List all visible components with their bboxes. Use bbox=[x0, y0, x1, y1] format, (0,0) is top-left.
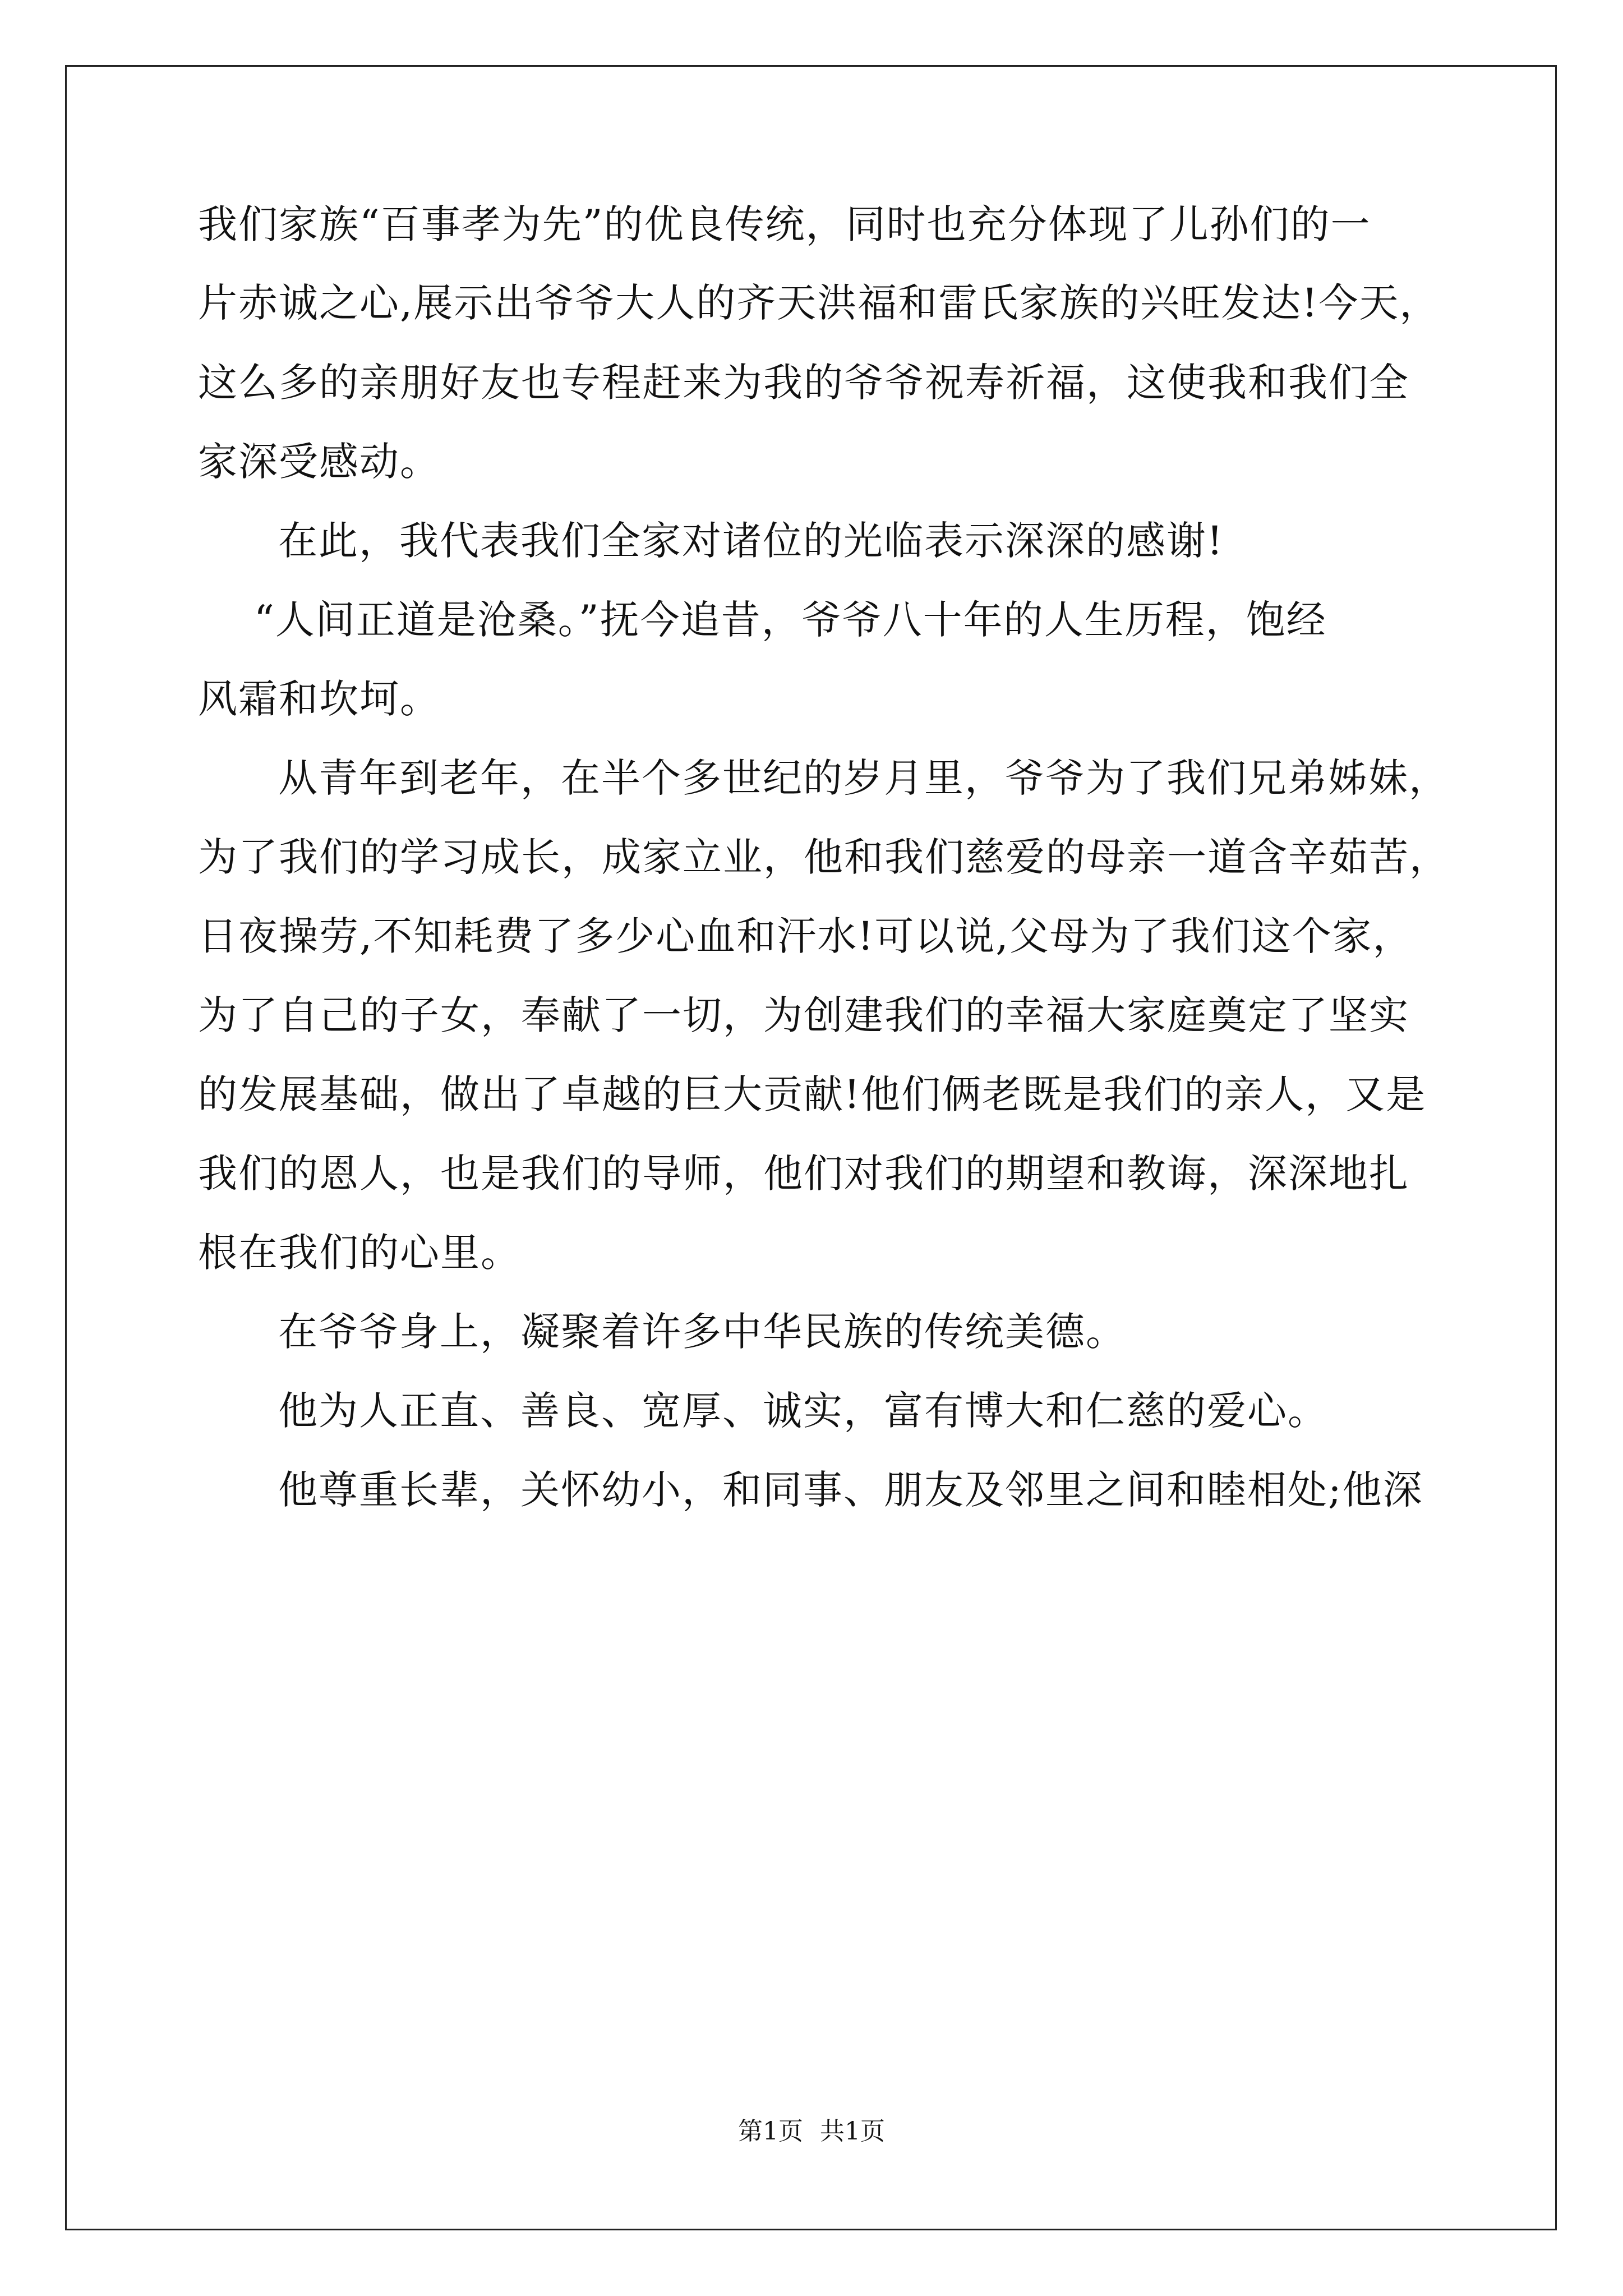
text-line: 在爷爷身上，凝聚着许多中华民族的传统美德。 bbox=[278, 1309, 1126, 1355]
text-line: 他为人正直、善良、宽厚、诚实，富有博大和仁慈的爱心。 bbox=[278, 1388, 1328, 1434]
text-line: 风霜和坎坷。 bbox=[198, 676, 440, 722]
text-line: 从青年到老年，在半个多世纪的岁月里，爷爷为了我们兄弟姊妹， bbox=[278, 755, 1449, 801]
text-line: 日夜操劳,不知耗费了多少心血和汗水!可以说,父母为了我们这个家， bbox=[198, 913, 1413, 959]
page-footer bbox=[0, 2116, 1623, 2147]
text-line: 为了自己的子女，奉献了一切，为创建我们的幸福大家庭奠定了坚实 bbox=[198, 992, 1409, 1038]
text-line: 家深受感动。 bbox=[198, 439, 440, 485]
text-line: 他尊重长辈，关怀幼小，和同事、朋友及邻里之间和睦相处;他深 bbox=[278, 1467, 1423, 1513]
text-line: “人间正道是沧桑。”抚今追昔，爷爷八十年的人生历程，饱经 bbox=[254, 597, 1327, 643]
text-line: 为了我们的学习成长，成家立业，他和我们慈爱的母亲一道含辛茹苦， bbox=[198, 834, 1450, 880]
text-line: 在此，我代表我们全家对诸位的光临表示深深的感谢! bbox=[278, 518, 1224, 564]
text-line: 的发展基础，做出了卓越的巨大贡献!他们俩老既是我们的亲人，又是 bbox=[198, 1071, 1427, 1117]
page-total: 共1页 bbox=[820, 2117, 885, 2146]
text-line: 片赤诚之心,展示出爷爷大人的齐天洪福和雷氏家族的兴旺发达!今天， bbox=[198, 280, 1440, 326]
text-line: 我们的恩人，也是我们的导师，他们对我们的期望和教诲，深深地扎 bbox=[198, 1151, 1409, 1197]
text-line: 我们家族“百事孝为先”的优良传统，同时也充分体现了儿孙们的一 bbox=[198, 201, 1371, 247]
text-line: 这么多的亲朋好友也专程赶来为我的爷爷祝寿祈福，这使我和我们全 bbox=[198, 360, 1409, 406]
text-line: 根在我们的心里。 bbox=[198, 1230, 521, 1276]
page-number: 第1页 bbox=[738, 2117, 803, 2146]
